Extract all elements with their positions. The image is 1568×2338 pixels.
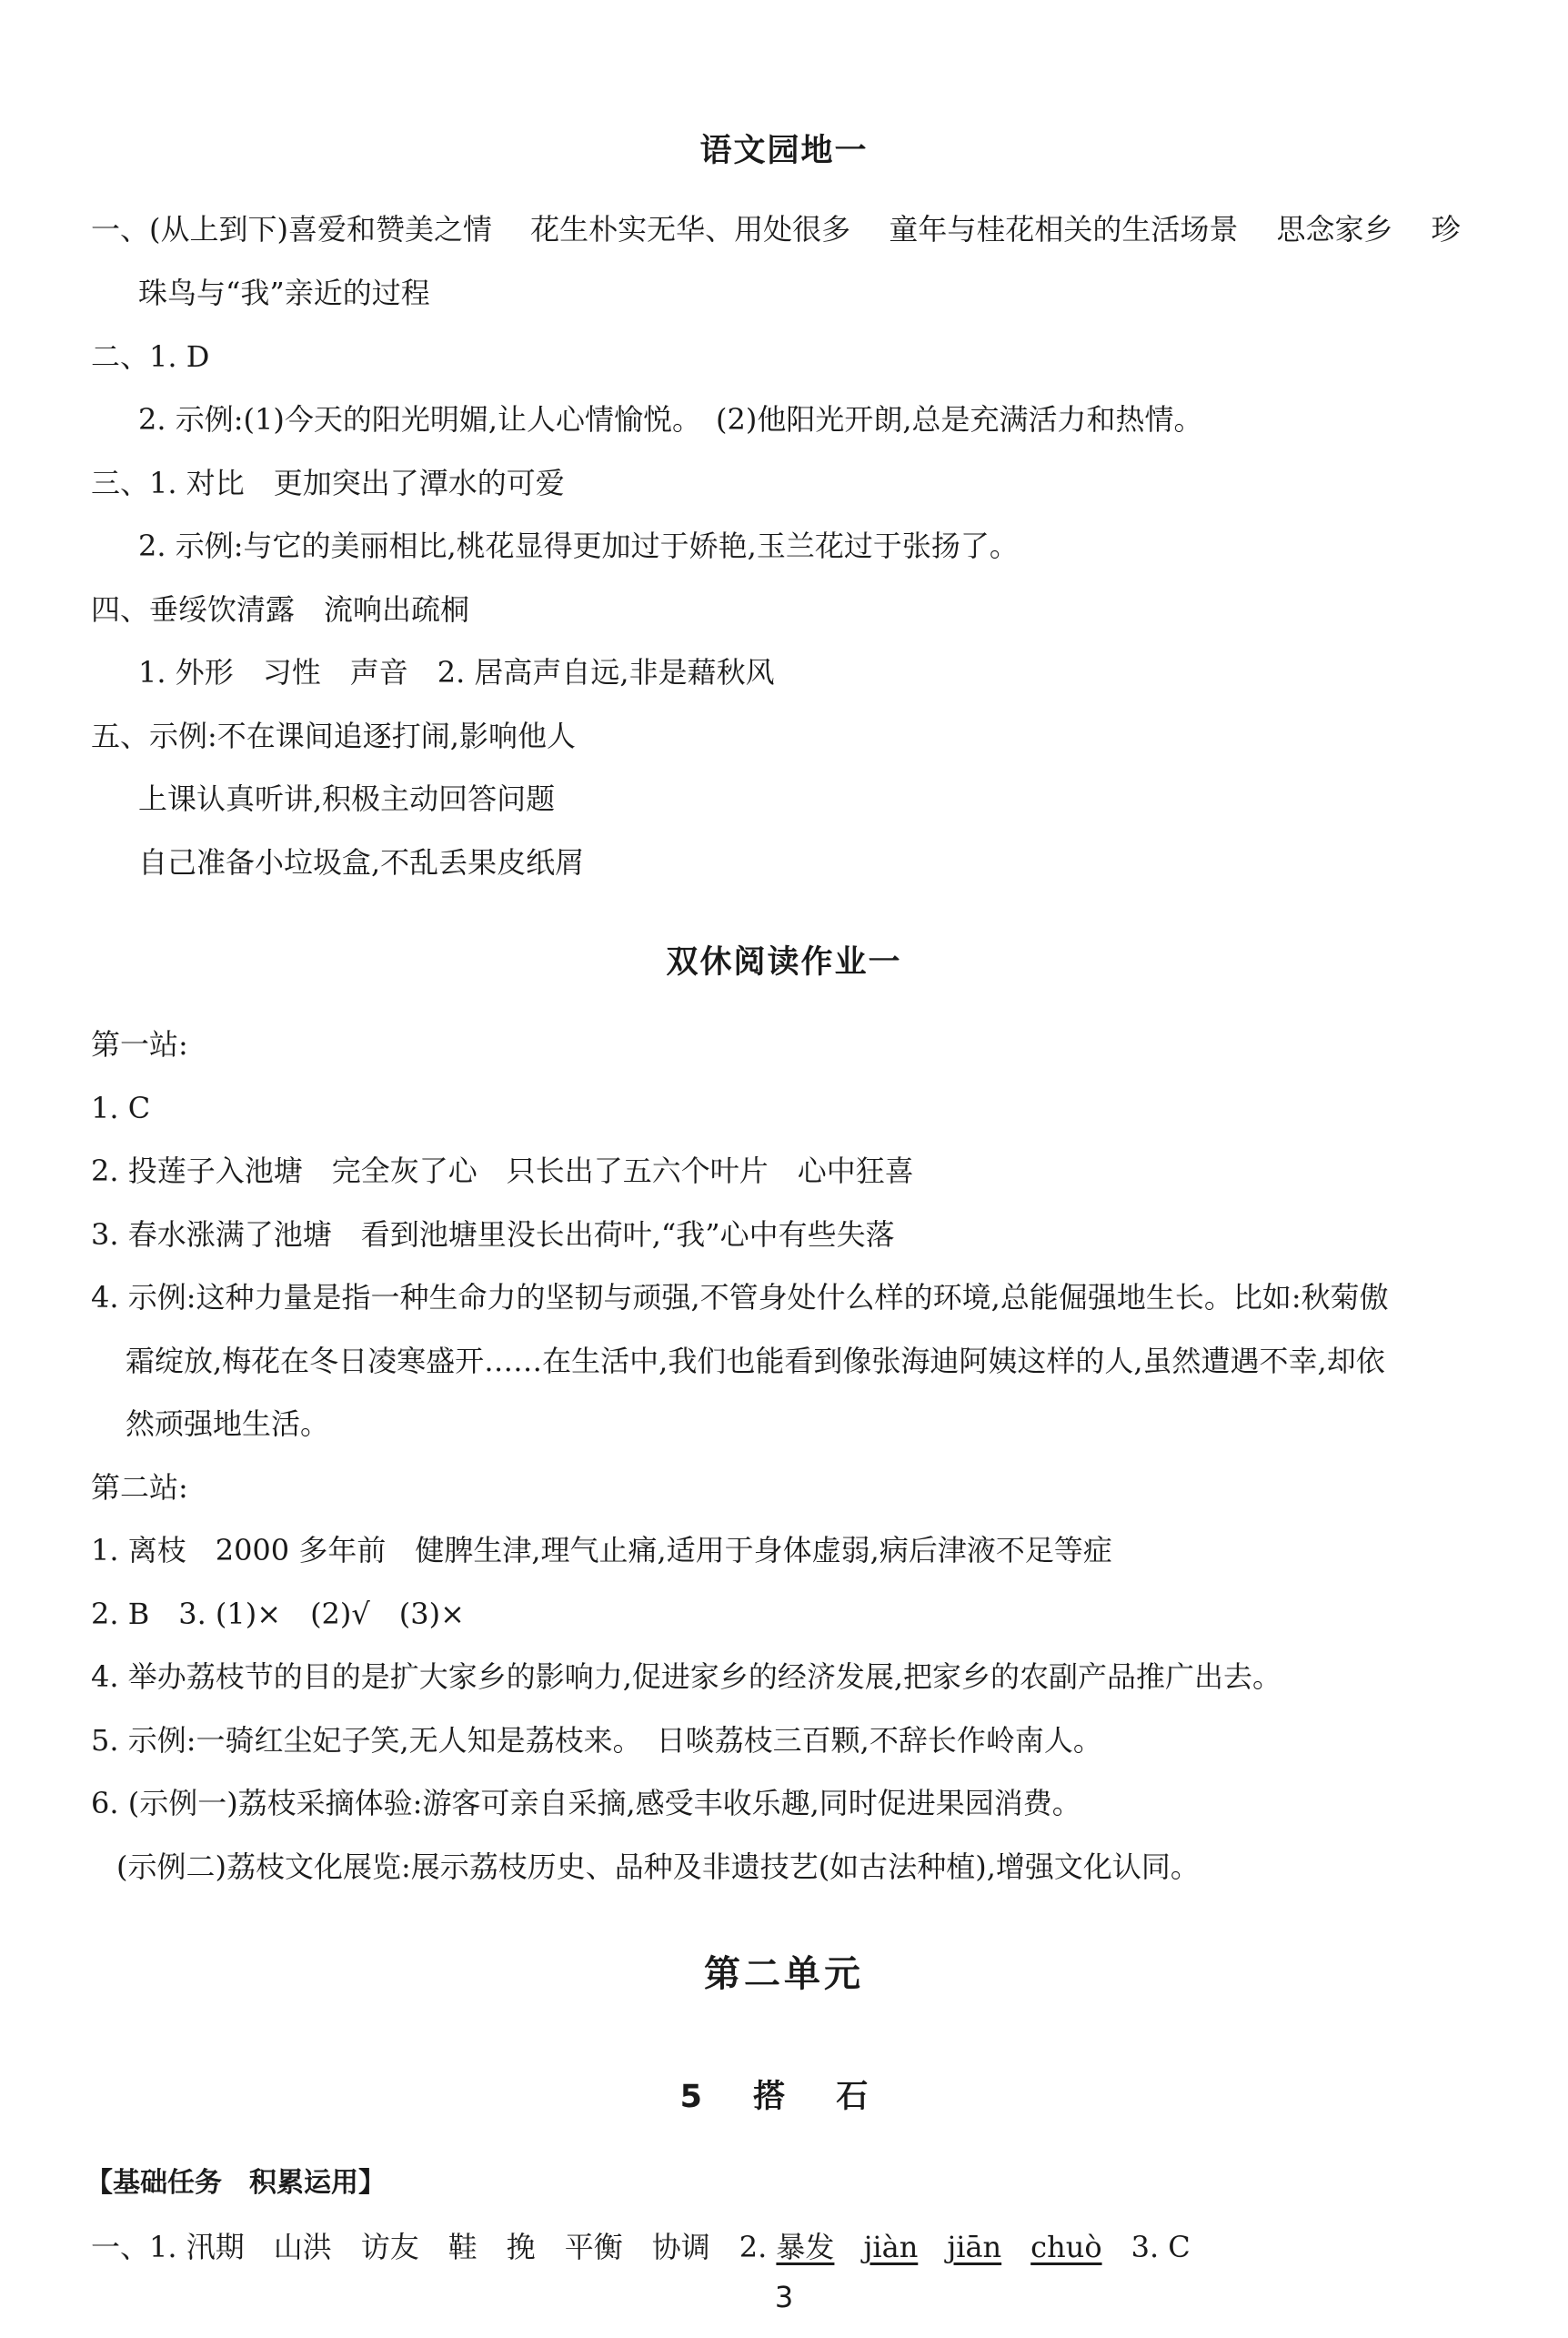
unit-title: 第二单元 — [704, 1953, 864, 1995]
vocab-end: 3. C — [1131, 2230, 1191, 2264]
answer-line: 1. 离枝 2000 多年前 健脾生津,理气止痛,适用于身体虚弱,病后津液不足等症 — [91, 1533, 1112, 1567]
answer-line: 4. 示例:这种力量是指一种生命力的坚韧与顽强,不管身处什么样的环境,总能倔强地生长。比如:秋菊傲 — [91, 1280, 1389, 1315]
underlined-word: 暴发 — [776, 2230, 835, 2264]
answer-line: 然顽强地生活。 — [126, 1406, 330, 1441]
vocab-prefix: 一、1. 汛期 山洪 访友 鞋 挽 平衡 协调 2. — [91, 2230, 777, 2264]
pinyin-answer: jiān — [947, 2230, 1002, 2264]
answer-line: 6. (示例一)荔枝采摘体验:游客可亲自采摘,感受丰收乐趣,同时促进果园消费。 — [91, 1786, 1081, 1820]
answer-line: 2. 示例:(1)今天的阳光明媚,让人心情愉悦。 (2)他阳光开朗,总是充满活力和热情。 — [138, 402, 1203, 437]
answer-line: 二、1. D — [91, 339, 210, 374]
answer-line: 5. 示例:一骑红尘妃子笑,无人知是荔枝来。 日啖荔枝三百颗,不辞长作岭南人。 — [91, 1723, 1102, 1758]
pinyin-answer: chuò — [1030, 2230, 1102, 2264]
section-title-yuwen-yuandi: 语文园地一 — [699, 133, 869, 169]
answer-line: 2. B 3. (1)× (2)√ (3)× — [91, 1597, 465, 1631]
answer-line: 珠鸟与“我”亲近的过程 — [138, 276, 430, 310]
answer-line: 自己准备小垃圾盒,不乱丢果皮纸屑 — [138, 845, 585, 880]
answer-line: 1. 外形 习性 声音 2. 居高声自远,非是藉秋风 — [138, 655, 775, 690]
answer-line: 2. 示例:与它的美丽相比,桃花显得更加过于娇艳,玉兰花过于张扬了。 — [138, 529, 1019, 563]
answer-line-vocabulary — [91, 2229, 1191, 2265]
answer-line: 第二站: — [91, 1470, 188, 1505]
answer-line: 四、垂绥饮清露 流响出疏桐 — [91, 592, 470, 627]
page-number: 3 — [774, 2280, 794, 2314]
answer-line: (示例二)荔枝文化展览:展示荔枝历史、品种及非遗技艺(如古法种植),增强文化认同。 — [116, 1849, 1200, 1884]
basic-task-heading: 【基础任务 积累运用】 — [85, 2167, 386, 2199]
answer-line: 三、1. 对比 更加突出了潭水的可爱 — [91, 466, 565, 500]
answer-line: 霜绽放,梅花在冬日凌寒盛开……在生活中,我们也能看到像张海迪阿姨这样的人,虽然遭遇不幸,却依 — [126, 1344, 1385, 1378]
answer-line: 1. C — [91, 1091, 151, 1125]
answer-line: 2. 投莲子入池塘 完全灰了心 只长出了五六个叶片 心中狂喜 — [91, 1154, 914, 1188]
pinyin-answer: jiàn — [863, 2230, 919, 2264]
section-title-weekend-reading: 双休阅读作业一 — [666, 944, 902, 981]
answer-line: 上课认真听讲,积极主动回答问题 — [138, 781, 556, 816]
answer-line: 五、示例:不在课间追逐打闹,影响他人 — [91, 719, 576, 753]
answer-line: 4. 举办荔枝节的目的是扩大家乡的影响力,促进家乡的经济发展,把家乡的农副产品推广出去。 — [91, 1659, 1282, 1694]
lesson-title: 5 搭 石 — [679, 2079, 889, 2115]
answer-line: 3. 春水涨满了池塘 看到池塘里没长出荷叶,“我”心中有些失落 — [91, 1217, 895, 1252]
answer-line: 第一站: — [91, 1027, 188, 1062]
answer-line: 一、(从上到下)喜爱和赞美之情 花生朴实无华、用处很多 童年与桂花相关的生活场景 思念家乡 珍 — [91, 212, 1461, 247]
